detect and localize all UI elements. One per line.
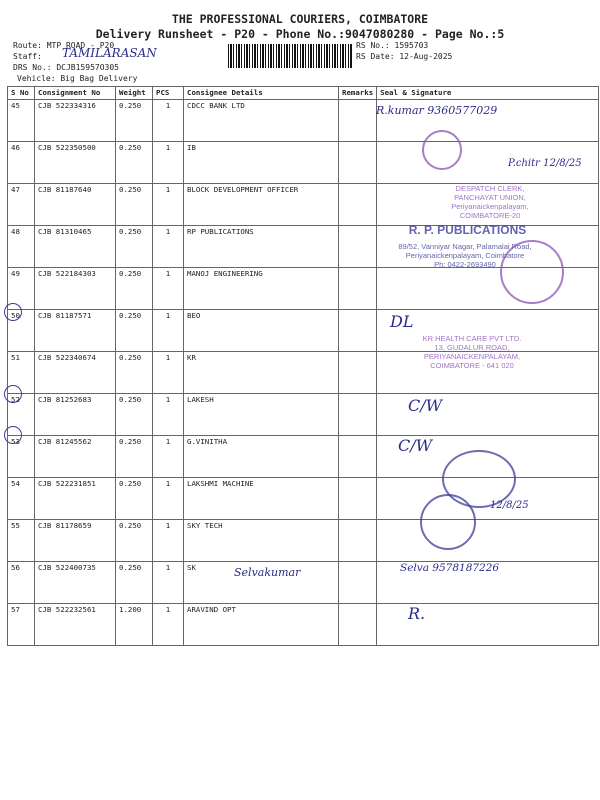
cell-consignee: CDCC BANK LTD <box>184 100 339 142</box>
cell-consignee: BLOCK DEVELOPMENT OFFICER <box>184 184 339 226</box>
round-stamp-55 <box>420 494 476 550</box>
circle-mark-53 <box>4 426 22 444</box>
vehicle-label: Vehicle: Big Bag Delivery <box>17 74 138 83</box>
company-title: THE PROFESSIONAL COURIERS, COIMBATORE <box>171 12 429 26</box>
signature-46: P.chitr 12/8/25 <box>508 158 582 169</box>
drs-number: DRS No.: DCJB15957O305 <box>13 63 119 72</box>
signature-52: C/W <box>408 396 443 415</box>
cell-remarks <box>339 310 377 352</box>
cell-consignee: LAKESH <box>184 394 339 436</box>
round-stamp-49 <box>500 240 564 304</box>
cell-weight: 0.250 <box>116 394 153 436</box>
cell-sno: 45 <box>8 100 35 142</box>
cell-remarks <box>339 226 377 268</box>
cell-weight: 0.250 <box>116 268 153 310</box>
cell-weight: 0.250 <box>116 184 153 226</box>
staff-label: Staff: <box>13 52 42 61</box>
cell-weight: 0.250 <box>116 436 153 478</box>
cell-pcs: 1 <box>153 184 184 226</box>
cell-weight: 0.250 <box>116 352 153 394</box>
cell-consignment-no: CJB 522350500 <box>35 142 116 184</box>
cell-remarks <box>339 184 377 226</box>
cell-remarks <box>339 478 377 520</box>
cell-pcs: 1 <box>153 436 184 478</box>
cell-pcs: 1 <box>153 478 184 520</box>
cell-remarks <box>339 142 377 184</box>
cell-consignment-no: CJB 522184303 <box>35 268 116 310</box>
cell-weight: 0.250 <box>116 478 153 520</box>
circle-mark-50 <box>4 303 22 321</box>
cell-pcs: 1 <box>153 352 184 394</box>
col-remarks: Remarks <box>339 87 377 100</box>
cell-remarks <box>339 394 377 436</box>
cell-pcs: 1 <box>153 268 184 310</box>
cell-sno: 52 <box>8 394 35 436</box>
cell-consignee: RP PUBLICATIONS <box>184 226 339 268</box>
signature-54-date: 12/8/25 <box>490 500 529 511</box>
col-weight: Weight <box>116 87 153 100</box>
cell-consignee: IB <box>184 142 339 184</box>
cell-consignee: G.VINITHA <box>184 436 339 478</box>
route-label: Route: MTP ROAD - P20 <box>13 41 115 50</box>
signature-56: Selva 9578187226 <box>400 562 500 574</box>
cell-sno: 49 <box>8 268 35 310</box>
cell-consignment-no: CJB 81187640 <box>35 184 116 226</box>
col-sno: S No <box>8 87 35 100</box>
cell-sno: 51 <box>8 352 35 394</box>
col-seal: Seal & Signature <box>377 87 599 100</box>
cell-consignee: KR <box>184 352 339 394</box>
cell-weight: 1.200 <box>116 604 153 646</box>
cell-consignment-no: CJB 81187571 <box>35 310 116 352</box>
cell-sno: 54 <box>8 478 35 520</box>
circle-mark-52 <box>4 385 22 403</box>
consignee-56-handwritten: Selvakumar <box>234 566 301 579</box>
cell-remarks <box>339 562 377 604</box>
cell-consignee: BEO <box>184 310 339 352</box>
cell-sno: 57 <box>8 604 35 646</box>
cell-pcs: 1 <box>153 394 184 436</box>
cell-remarks <box>339 100 377 142</box>
cell-consignment-no: CJB 81252683 <box>35 394 116 436</box>
col-consignee: Consignee Details <box>184 87 339 100</box>
rs-date: RS Date: 12-Aug-2025 <box>356 52 453 61</box>
cell-pcs: 1 <box>153 604 184 646</box>
cell-pcs: 1 <box>153 100 184 142</box>
cell-consignee: SK <box>184 562 339 604</box>
cell-remarks <box>339 520 377 562</box>
cell-consignee: MANOJ ENGINEERING <box>184 268 339 310</box>
table-row <box>8 562 599 604</box>
cell-sno: 48 <box>8 226 35 268</box>
cell-weight: 0.250 <box>116 520 153 562</box>
table-row <box>8 100 599 142</box>
signature-45: R.kumar 9360577029 <box>376 104 498 117</box>
cell-weight: 0.250 <box>116 100 153 142</box>
table-row <box>8 520 599 562</box>
cell-pcs: 1 <box>153 226 184 268</box>
cell-consignment-no: CJB 81178659 <box>35 520 116 562</box>
cell-consignee: SKY TECH <box>184 520 339 562</box>
signature-50: DL <box>390 312 414 331</box>
cell-consignment-no: CJB 522231851 <box>35 478 116 520</box>
table-row <box>8 394 599 436</box>
cell-weight: 0.250 <box>116 226 153 268</box>
barcode <box>228 44 352 68</box>
cell-consignment-no: CJB 81310465 <box>35 226 116 268</box>
cell-consignee: LAKSHMI MACHINE <box>184 478 339 520</box>
stamp-rp-publications-address: 89/52, Vanniyar Nagar, Palamalai Road, Periyanaickenpalayam, Coimbatore Ph: 0422-2693490 <box>398 242 532 269</box>
cell-consignment-no: CJB 522232561 <box>35 604 116 646</box>
cell-sno: 55 <box>8 520 35 562</box>
cell-pcs: 1 <box>153 562 184 604</box>
cell-sno: 53 <box>8 436 35 478</box>
cell-pcs: 1 <box>153 520 184 562</box>
cell-consignee: ARAVIND OPT <box>184 604 339 646</box>
table-row <box>8 604 599 646</box>
cell-consignment-no: CJB 522340674 <box>35 352 116 394</box>
cell-consignment-no: CJB 522400735 <box>35 562 116 604</box>
cell-weight: 0.250 <box>116 562 153 604</box>
stamp-rp-publications-title: R. P. PUBLICATIONS <box>408 223 527 237</box>
cell-remarks <box>339 604 377 646</box>
cell-pcs: 1 <box>153 310 184 352</box>
round-stamp-46 <box>422 130 462 170</box>
cell-sno: 47 <box>8 184 35 226</box>
runsheet-subtitle: Delivery Runsheet - P20 - Phone No.:9047080280 - Page No.:5 <box>95 27 505 41</box>
cell-weight: 0.250 <box>116 142 153 184</box>
cell-remarks <box>339 352 377 394</box>
signature-57: R. <box>408 604 426 623</box>
table-header-row <box>8 87 599 100</box>
cell-weight: 0.250 <box>116 310 153 352</box>
signature-53: C/W <box>398 436 433 455</box>
cell-pcs: 1 <box>153 142 184 184</box>
cell-seal-signature <box>377 268 599 310</box>
cell-seal-signature <box>377 520 599 562</box>
cell-sno: 56 <box>8 562 35 604</box>
cell-sno: 50 <box>8 310 35 352</box>
staff-signature: TAMILARASAN <box>62 46 157 60</box>
cell-sno: 46 <box>8 142 35 184</box>
rs-number: RS No.: 1595703 <box>356 41 429 50</box>
cell-consignment-no: CJB 81245562 <box>35 436 116 478</box>
cell-remarks <box>339 268 377 310</box>
cell-consignment-no: CJB 522334316 <box>35 100 116 142</box>
stamp-kr-health-care: KR HEALTH CARE PVT LTD. 13, GUDALUR ROAD, PERIYANAICKENPALAYAM, COIMBATORE - 641 020 <box>422 334 522 370</box>
col-consignment: Consignment No <box>35 87 116 100</box>
col-pcs: PCS <box>153 87 184 100</box>
stamp-despatch-clerk: DESPATCH CLERK, PANCHAYAT UNION, Periyanaickenpalayam, COIMBATORE-20 <box>451 184 529 220</box>
cell-remarks <box>339 436 377 478</box>
